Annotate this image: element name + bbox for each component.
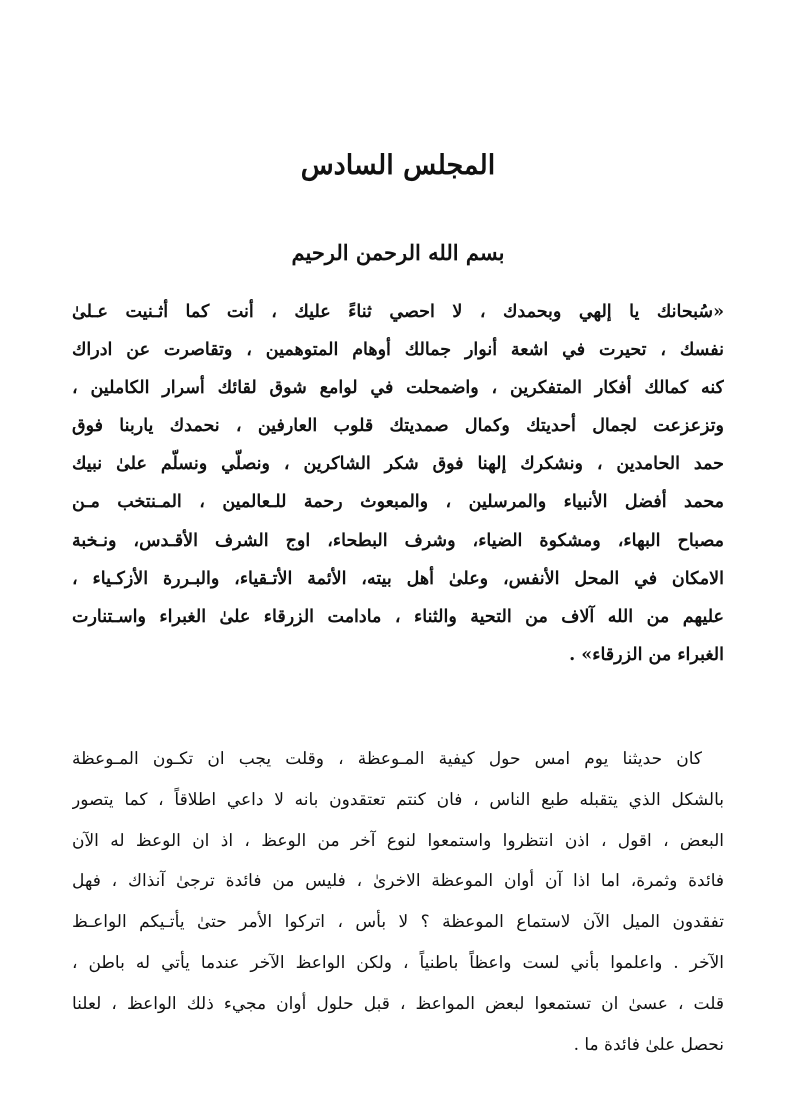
prayer-line: «سُبحانك يا إلهي وبحمدك ، لا احصي ثناءً عليك ، أنت كما أثـنيت عـلىٰ — [72, 302, 724, 322]
body-paragraph — [72, 739, 724, 1065]
chapter-title: المجلس السادس — [300, 150, 496, 181]
body-line: تفقدون الميل الآن لاستماع الموعظة ؟ لا بأس ، اتركوا الأمر حتىٰ يأتـيكم الواعـظ — [72, 912, 724, 933]
prayer-line: حمد الحامدين ، ونشكرك إلهنا فوق شكر الشاكرين ، ونصلّي ونسلّم علىٰ نبيك — [72, 454, 724, 475]
opening-prayer-paragraph — [72, 293, 724, 674]
basmala-heading: بسم الله الرحمن الرحيم — [291, 240, 505, 265]
body-line: قلت ، عسىٰ ان تستمعوا لبعض المواعظ ، قبل حلول أوان مجيء ذلك الواعظ ، لعلنا — [72, 993, 724, 1014]
body-line: كان حديثنا يوم امس حول كيفية المـوعظة ، وقلت يجب ان تكـون المـوعظة — [72, 749, 702, 769]
prayer-line: الامكان في المحل الأنفس، وعلىٰ أهل بيته، الأئمة الأتـقياء، والبـررة الأزكـياء ، — [72, 568, 724, 589]
body-line: بالشكل الذي يتقبله طبع الناس ، فان كنتم تعتقدون بانه لا داعي اطلاقاً ، كما يتصور — [72, 789, 724, 810]
prayer-line: مصباح البهاء، ومشكوة الضياء، وشرف البطحاء، اوج الشرف الأقـدس، ونـخبة — [72, 530, 724, 551]
prayer-line: عليهم من الله آلاف من التحية والثناء ، مادامت الزرقاء علىٰ الغبراء واسـتنارت — [72, 606, 724, 627]
prayer-line: نفسك ، تحيرت في اشعة أنوار جمالك أوهام المتوهمين ، وتقاصرت عن ادراك — [72, 340, 724, 361]
prayer-line: كنه كمالك أفكار المتفكرين ، واضمحلت في لوامع شوق لقائك أسرار الكاملين ، — [72, 378, 724, 399]
body-line: نحصل علىٰ فائدة ما . — [573, 1034, 724, 1055]
document-page — [72, 0, 724, 1118]
body-line: البعض ، اقول ، اذن انتظروا واستمعوا لنوع آخر من الوعظ ، اذ ان الوعظ له الآن — [72, 830, 724, 851]
prayer-line: محمد أفضل الأنبياء والمرسلين ، والمبعوث رحمة للـعالمين ، المـنتخب مـن — [72, 492, 724, 513]
body-line: فائدة وثمرة، اما اذا آن أوان الموعظة الاخرىٰ ، فليس من فائدة ترجىٰ آنذاك ، فهل — [72, 871, 724, 892]
prayer-line: وتزعزعت لجمال أحديتك وكمال صمديتك قلوب العارفين ، نحمدك ياربنا فوق — [72, 416, 724, 437]
prayer-line: الغبراء من الزرقاء» . — [569, 644, 724, 665]
body-line: الآخر . واعلموا بأني لست واعظاً باطنياً ، ولكن الواعظ الآخر عندما يأتي له باطن ، — [72, 952, 724, 973]
